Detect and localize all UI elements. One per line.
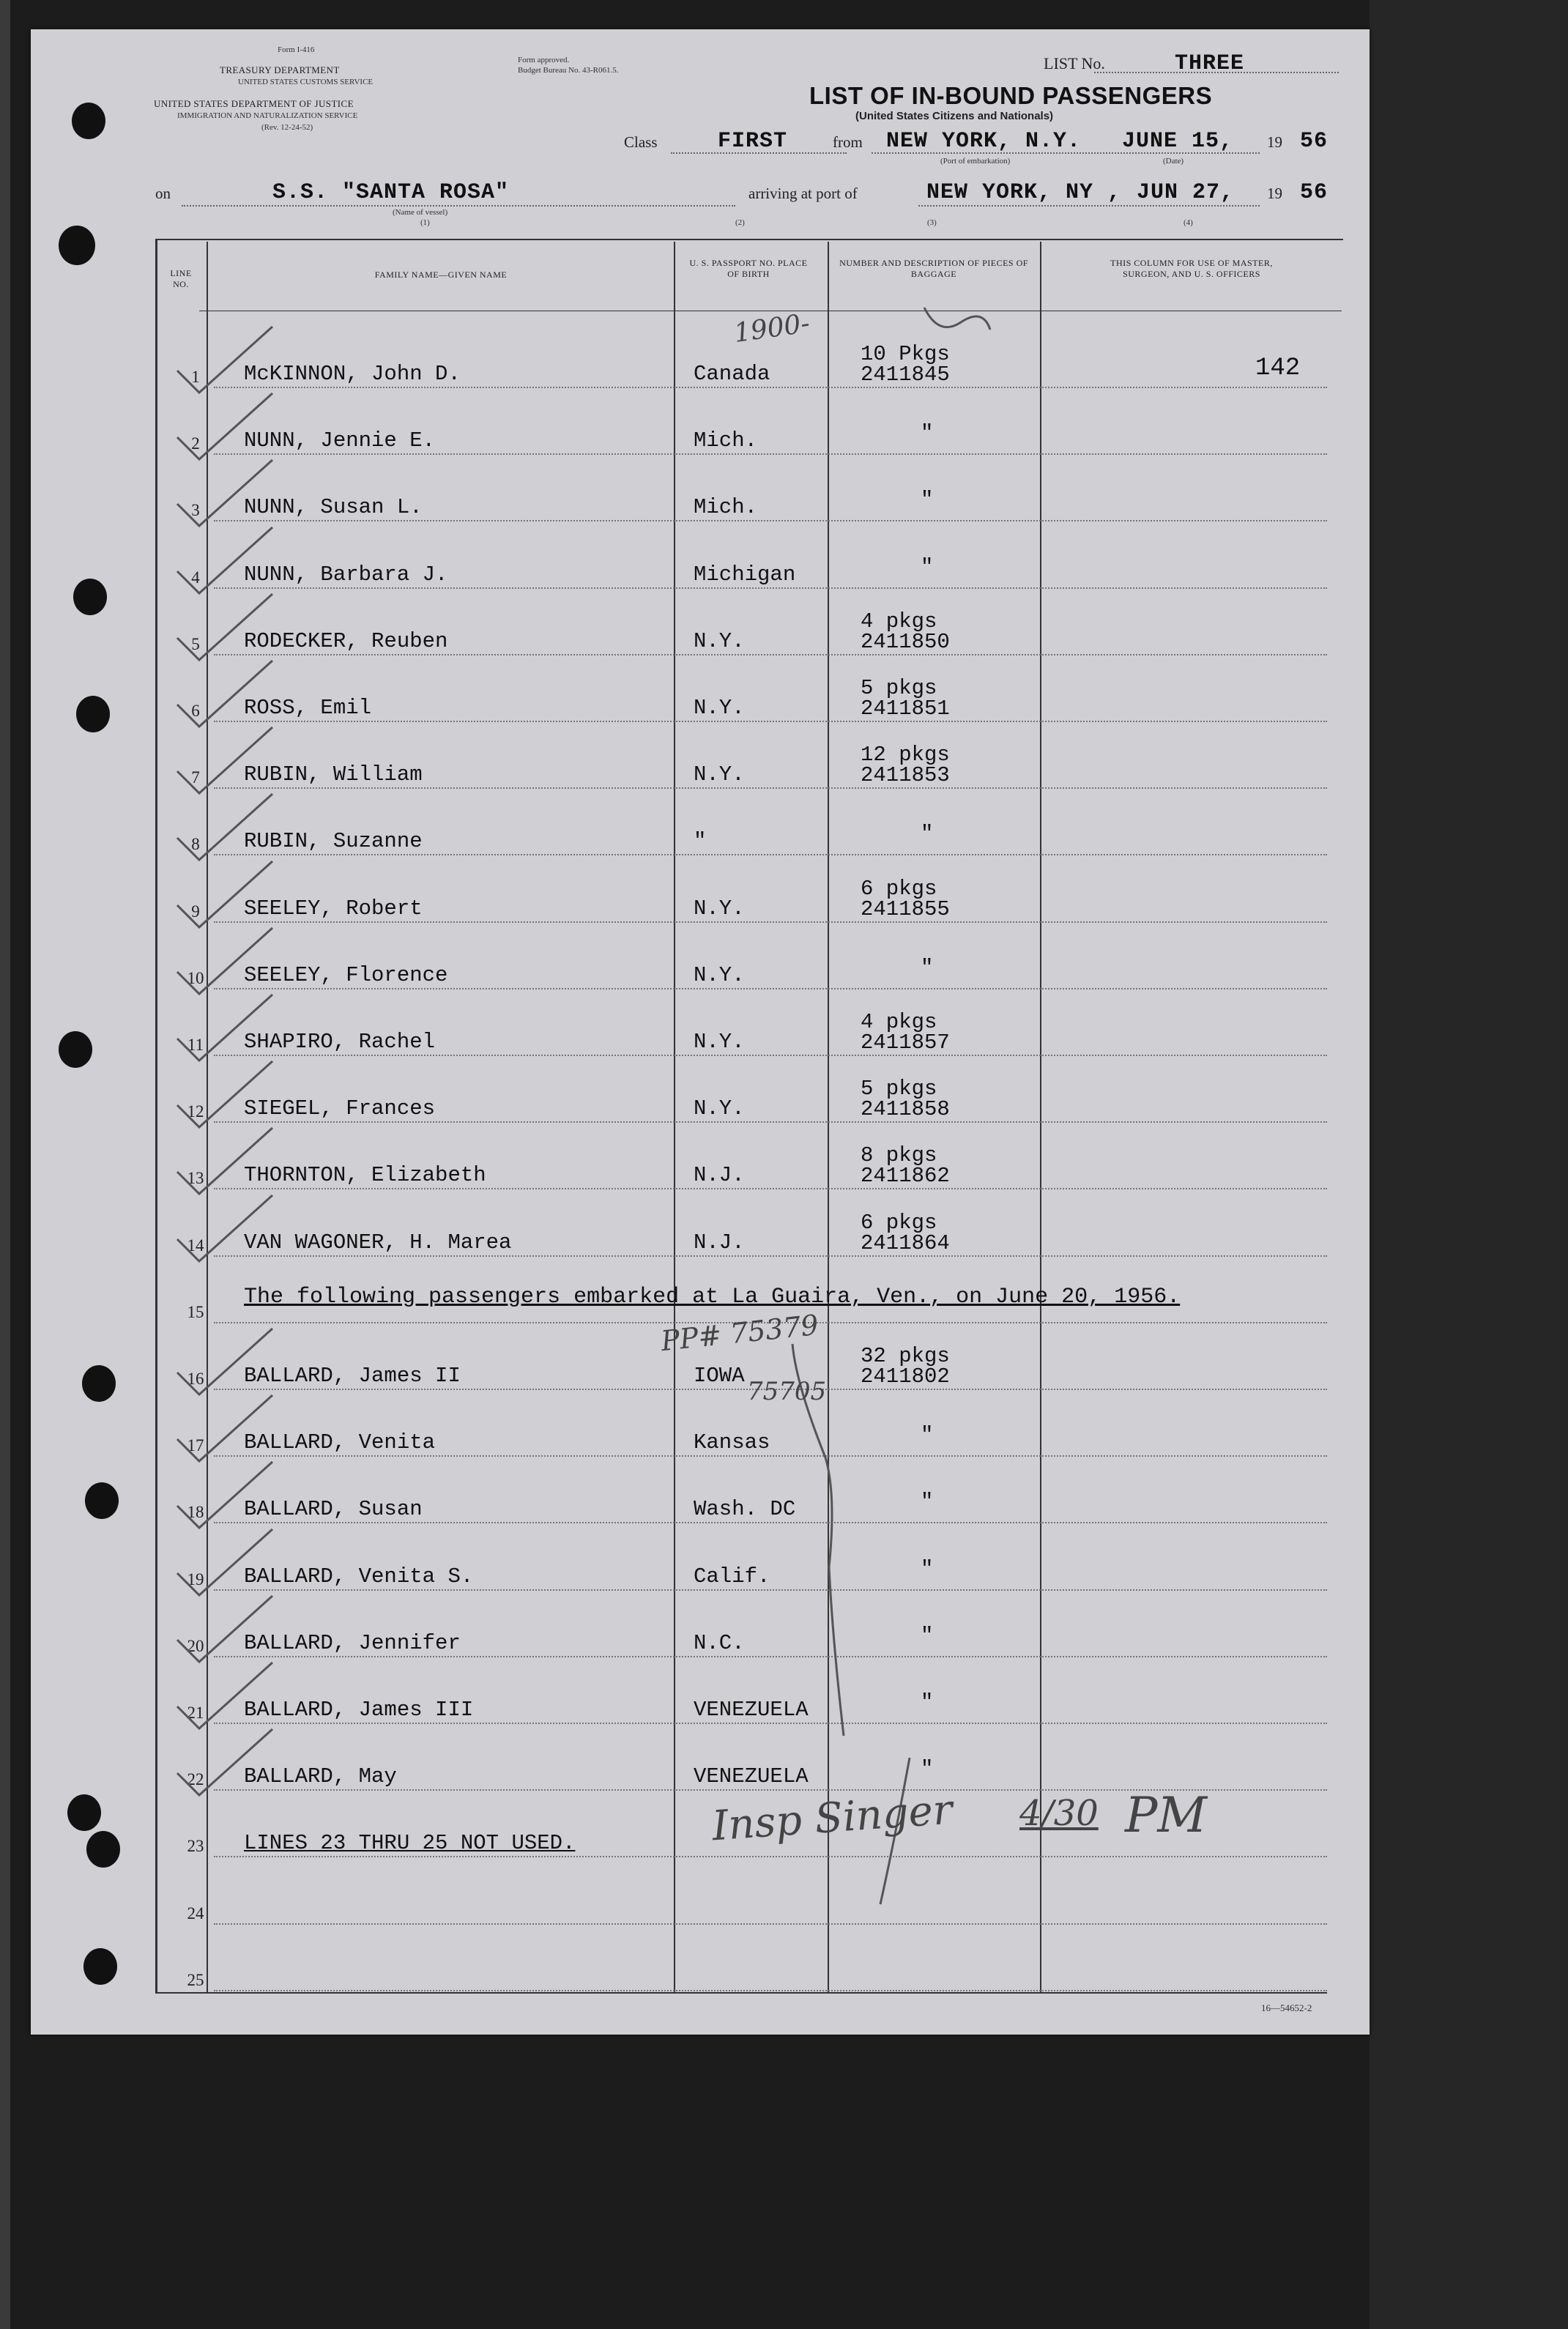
place-of-birth: N.Y.: [694, 628, 745, 653]
col-header-officers: THIS COLUMN FOR USE OF MASTER, SURGEON, AND U. S. OFFICERS: [1110, 258, 1273, 279]
place-of-birth: Kansas: [694, 1430, 770, 1455]
place-of-birth: N.Y.: [694, 762, 745, 787]
passenger-name: SEELEY, Florence: [244, 962, 448, 987]
place-of-birth: VENEZUELA: [694, 1764, 809, 1789]
line-number: 14: [187, 1236, 204, 1255]
baggage-count: 5 pkgs: [861, 1077, 937, 1102]
passenger-name: BALLARD, Jennifer: [244, 1630, 461, 1655]
departure-year: 56: [1300, 129, 1329, 154]
line-number: 8: [191, 835, 200, 854]
line-number: 18: [187, 1503, 204, 1522]
line-number: 16: [187, 1370, 204, 1388]
from-port-caption: (Port of embarkation): [940, 157, 1011, 166]
baggage-tag-number: 2411850: [861, 629, 950, 654]
ditto-mark: ": [921, 1490, 934, 1515]
list-number: THREE: [1175, 51, 1245, 76]
baggage-count: 6 pkgs: [861, 876, 937, 901]
vessel-name: S.S. "SANTA ROSA": [272, 180, 510, 205]
caption-3: (3): [927, 218, 937, 227]
scan-border: [1370, 0, 1568, 2329]
line-number: 17: [187, 1436, 204, 1455]
place-of-birth: IOWA: [694, 1364, 745, 1388]
departure-date: JUNE 15,: [1122, 129, 1234, 154]
handwriting-layer: [31, 29, 1370, 2035]
baggage-tag-number: 2411858: [861, 1097, 950, 1122]
page-title: LIST OF IN-BOUND PASSENGERS: [809, 82, 1213, 109]
place-of-birth: N.Y.: [694, 1096, 745, 1121]
baggage-tag-number: 2411853: [861, 763, 950, 788]
passenger-name: McKINNON, John D.: [244, 362, 461, 386]
line-number: 13: [187, 1169, 204, 1188]
passenger-name: BALLARD, James III: [244, 1698, 474, 1722]
baggage-count: 12 pkgs: [861, 743, 950, 768]
passenger-name: NUNN, Susan L.: [244, 495, 423, 520]
place-of-birth: Calif.: [694, 1564, 770, 1589]
place-of-birth: N.Y.: [694, 696, 745, 720]
handwritten-birth-note: 1900-: [732, 308, 812, 349]
vessel-caption: (Name of vessel): [393, 208, 448, 217]
ditto-mark: ": [921, 822, 934, 847]
baggage-count: 4 pkgs: [861, 609, 937, 634]
line-number: 15: [187, 1302, 204, 1321]
arrival-year-prefix: 19: [1267, 185, 1282, 202]
baggage-tag-number: 2411855: [861, 896, 950, 921]
baggage-count: 4 pkgs: [861, 1010, 937, 1034]
line-number: 4: [191, 568, 200, 587]
line-number: 22: [187, 1770, 204, 1789]
from-port: NEW YORK, N.Y.: [886, 129, 1082, 154]
line-number: 10: [187, 968, 204, 987]
baggage-count: 10 Pkgs: [861, 342, 950, 366]
ditto-mark: ": [921, 1556, 934, 1581]
place-of-birth: N.Y.: [694, 1030, 745, 1054]
baggage-tag-number: 2411845: [861, 363, 950, 387]
place-of-birth: N.Y.: [694, 896, 745, 921]
line-number: 20: [187, 1636, 204, 1655]
arriving-label: arriving at port of: [748, 185, 858, 202]
passenger-name: VAN WAGONER, H. Marea: [244, 1230, 512, 1255]
passenger-name: SEELEY, Robert: [244, 896, 423, 921]
officer-note: 142: [1255, 354, 1301, 382]
form-revision: (Rev. 12-24-52): [261, 123, 313, 132]
place-of-birth: N.Y.: [694, 962, 745, 987]
ditto-mark: ": [921, 1690, 934, 1715]
line-number: 25: [187, 1970, 204, 1989]
baggage-tag-number: 2411851: [861, 697, 950, 721]
passenger-name: NUNN, Jennie E.: [244, 428, 436, 453]
ditto-mark: ": [921, 955, 934, 980]
col-header-baggage: NUMBER AND DESCRIPTION OF PIECES OF BAGGAGE: [839, 258, 1028, 279]
handwritten-passport-note: PP# 75379: [659, 1308, 820, 1358]
manifest-page: [31, 29, 1370, 2035]
form-approved: Form approved.: [518, 56, 570, 64]
col-header-passport: U. S. PASSPORT NO. PLACE OF BIRTH: [689, 258, 808, 279]
inspector-signature: Insp Singer: [710, 1786, 954, 1851]
passenger-name: RUBIN, Suzanne: [244, 829, 423, 854]
handwritten-time: 4/30: [1019, 1793, 1099, 1834]
place-of-birth: N.J.: [694, 1163, 745, 1188]
budget-bureau: Budget Bureau No. 43-R061.5.: [518, 66, 619, 75]
ditto-mark: ": [921, 554, 934, 579]
place-of-birth: N.J.: [694, 1230, 745, 1255]
line-number: 1: [191, 368, 200, 386]
baggage-count: 6 pkgs: [861, 1210, 937, 1235]
line-number: 7: [191, 768, 200, 787]
passenger-name: LINES 23 THRU 25 NOT USED.: [244, 1831, 576, 1856]
place-of-birth: Michigan: [694, 562, 796, 587]
class-value: FIRST: [718, 129, 788, 154]
caption-1: (1): [420, 218, 430, 227]
arrival-year: 56: [1300, 180, 1329, 205]
on-label: on: [155, 185, 171, 202]
ditto-mark: ": [921, 1623, 934, 1648]
arrival-date: JUN 27,: [1137, 180, 1235, 205]
from-label: from: [833, 133, 863, 151]
passenger-name: BALLARD, James II: [244, 1364, 461, 1388]
passenger-name: BALLARD, Venita: [244, 1430, 436, 1455]
passenger-name: RODECKER, Reuben: [244, 628, 448, 653]
scan-border: [0, 0, 10, 2329]
place-of-birth: Mich.: [694, 428, 758, 453]
place-of-birth: ": [694, 829, 707, 854]
place-of-birth: Wash. DC: [694, 1497, 796, 1522]
caption-2: (2): [735, 218, 745, 227]
caption-4: (4): [1184, 218, 1193, 227]
ditto-mark: ": [921, 1757, 934, 1782]
passenger-name: THORNTON, Elizabeth: [244, 1163, 486, 1188]
baggage-count: 5 pkgs: [861, 676, 937, 700]
arrival-port: NEW YORK, NY ,: [926, 180, 1122, 205]
passenger-name: BALLARD, Venita S.: [244, 1564, 474, 1589]
line-number: 23: [187, 1837, 204, 1856]
line-number: 12: [187, 1102, 204, 1121]
embark-note: The following passengers embarked at La Guaira, Ven., on June 20, 1956.: [244, 1285, 1181, 1310]
ditto-mark: ": [921, 421, 934, 446]
handwritten-initials: PM: [1125, 1787, 1207, 1843]
justice-dept: UNITED STATES DEPARTMENT OF JUSTICE: [154, 98, 354, 109]
page-subtitle: (United States Citizens and Nationals): [855, 110, 1054, 122]
place-of-birth: Canada: [694, 362, 770, 386]
form-number: Form I-416: [278, 45, 315, 54]
line-number: 24: [187, 1903, 204, 1923]
place-of-birth: N.C.: [694, 1630, 745, 1655]
passenger-name: SHAPIRO, Rachel: [244, 1030, 436, 1054]
scribble-note: [924, 308, 990, 330]
ditto-mark: ": [921, 1423, 934, 1448]
handwritten-passport-note2: 75705: [747, 1377, 827, 1406]
ditto-mark: ": [921, 488, 934, 513]
baggage-count: 8 pkgs: [861, 1143, 937, 1168]
passenger-name: ROSS, Emil: [244, 696, 372, 720]
col-header-name: FAMILY NAME—GIVEN NAME: [374, 270, 508, 280]
col-header-line: LINE NO.: [170, 268, 192, 289]
place-of-birth: Mich.: [694, 495, 758, 520]
passenger-name: RUBIN, William: [244, 762, 423, 787]
baggage-tag-number: 2411864: [861, 1230, 950, 1255]
passenger-name: SIEGEL, Frances: [244, 1096, 436, 1121]
baggage-count: 32 pkgs: [861, 1344, 950, 1368]
baggage-tag-number: 2411862: [861, 1164, 950, 1189]
customs-service: UNITED STATES CUSTOMS SERVICE: [238, 78, 374, 86]
class-label: Class: [624, 133, 658, 151]
passenger-name: BALLARD, Susan: [244, 1497, 423, 1522]
place-of-birth: VENEZUELA: [694, 1698, 809, 1722]
list-no-label: LIST No.: [1044, 54, 1105, 73]
line-number: 11: [187, 1036, 204, 1054]
line-number: 21: [187, 1704, 204, 1722]
line-number: 9: [191, 902, 200, 921]
passenger-name: NUNN, Barbara J.: [244, 562, 448, 587]
line-number: 2: [191, 434, 200, 453]
baggage-tag-number: 2411802: [861, 1364, 950, 1389]
date-caption: (Date): [1163, 157, 1184, 166]
year-prefix: 19: [1267, 133, 1282, 151]
passenger-name: BALLARD, May: [244, 1764, 397, 1789]
treasury-dept: TREASURY DEPARTMENT: [220, 64, 340, 75]
ins-service: IMMIGRATION AND NATURALIZATION SERVICE: [177, 111, 358, 120]
line-number: 3: [191, 501, 200, 520]
line-number: 5: [191, 634, 200, 653]
line-number: 19: [187, 1570, 204, 1589]
baggage-tag-number: 2411857: [861, 1030, 950, 1055]
footer-form-code: 16—54652-2: [1261, 2002, 1312, 2013]
line-number: 6: [191, 702, 200, 720]
